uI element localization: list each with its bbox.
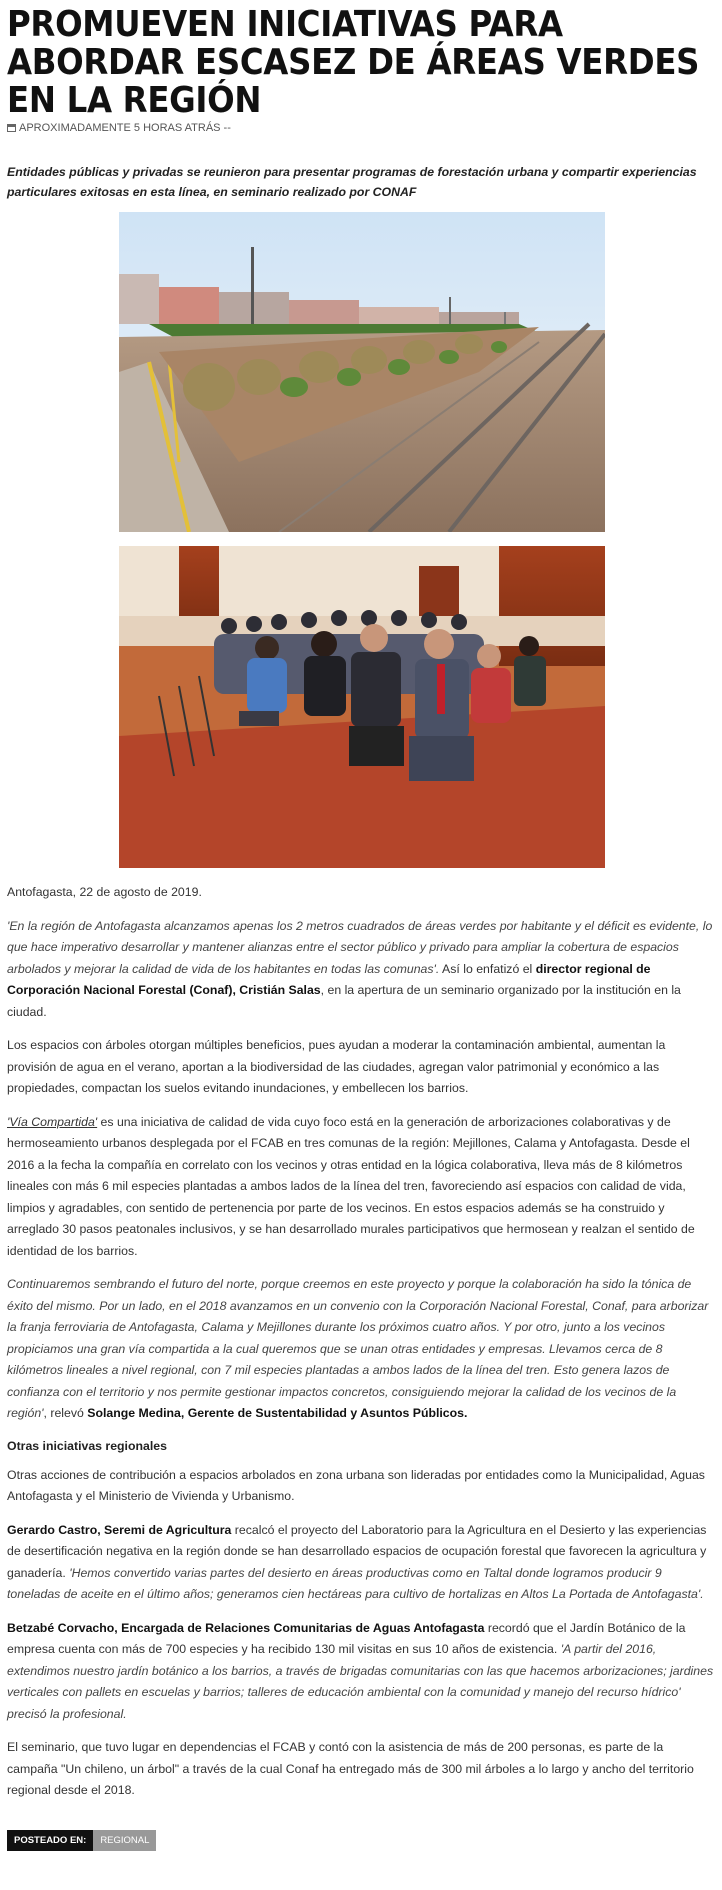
speaker-solange-medina: Solange Medina, Gerente de Sustentabilidad y Asuntos Públicos.: [87, 1406, 468, 1420]
article-time: APROXIMADAMENTE 5 HORAS ATRÁS --: [19, 122, 231, 134]
article-lead: Entidades públicas y privadas se reunieron para presentar programas de forestación urbana y compartir experiencias particulares exitosas en esta línea, en seminario realizado por CONAF: [7, 165, 697, 199]
article-meta: [7, 122, 715, 134]
tag-regional[interactable]: REGIONAL: [93, 1830, 156, 1851]
post-tags: [7, 1830, 715, 1851]
photo-railway-greenery: [119, 212, 605, 532]
article-headline: PROMUEVEN INICIATIVAS PARA ABORDAR ESCASEZ DE ÁREAS VERDES EN LA REGIÓN: [7, 4, 700, 121]
quote-cristian-salas: 'En la región de Antofagasta alcanzamos apenas los 2 metros cuadrados de áreas verdes por habitante y el déficit es evidente, lo que hace imperativo desarrollar y mantener alianzas entre el sector público y privado para ampliar la cobertura de espacios arbolados y mejorar la calidad de vida de los habitantes en todas las comunas'.: [7, 918, 713, 976]
calendar-icon: [7, 124, 16, 132]
speaker-gerardo-castro: Gerardo Castro, Seremi de Agricultura: [7, 1522, 232, 1537]
paragraph-6-text: recalcó el proyecto del Laboratorio para la Agricultura en el Desierto y las experiencias de desertificación negativa en la región donde se han desarrollado espacios de ocupación forestal que favorecen la agricultura y ganadería.: [7, 1522, 707, 1580]
speaker-cristian-salas: director regional de Corporación Nacional Forestal (Conaf), Cristián Salas: [7, 961, 651, 997]
paragraph-3: [7, 1112, 715, 1263]
subheading-otras-iniciativas: Otras iniciativas regionales: [7, 1438, 167, 1453]
speaker-betzabe-corvacho: Betzabé Corvacho, Encargada de Relaciones Comunitarias de Aguas Antofagasta: [7, 1620, 485, 1635]
paragraph-1-text-b: , en la apertura de un seminario organizado por la institución en la ciudad.: [7, 983, 681, 1019]
paragraph-7: [7, 1618, 715, 1726]
paragraph-7-text: recordó que el Jardín Botánico de la empresa cuenta con más de 700 especies y ha recibido 130 mil visitas en sus 10 años de existencia.: [7, 1620, 686, 1656]
via-compartida-link[interactable]: 'Vía Compartida': [7, 1114, 98, 1129]
paragraph-3-text: es una iniciativa de calidad de vida cuyo foco está en la generación de arborizaciones colaborativas y de hermoseamiento urbanos desplegada por el FCAB en tres comunas de la región: Mejillones, Calama y Antofagasta. Desde el 2016 a la fecha la compañía en correlato con los vecinos y otras entidad en la lógica colaborativa, lleva más de 8 kilómetros lineales con más 6 mil especies plantadas a ambos lados de la línea del tren, favoreciendo así espacios con calidad de vida, limpios y agradables, con sentido de pertenencia por parte de los vecinos. En estos espacios además se ha construido y arreglado 30 pasos peatonales inclusivos, y se han desarrollado murales participativos que hermosean y realzan el sentido de identidad de los barrios.: [7, 1114, 695, 1258]
paragraph-5: Otras acciones de contribución a espacios arbolados en zona urbana son lideradas por entidades como la Municipalidad, Aguas Antofagasta y el Ministerio de Vivienda y Urbanismo.: [7, 1467, 705, 1503]
paragraph-1: [7, 916, 715, 1024]
tags-label: POSTEADO EN:: [7, 1830, 93, 1851]
paragraph-8: El seminario, que tuvo lugar en dependencias el FCAB y contó con la asistencia de más de 200 personas, es parte de la campaña "Un chileno, un árbol" a través de la cual Conaf ha entregado más de 300 mil árboles a lo largo y ancho del territorio regional desde el 2018.: [7, 1740, 694, 1797]
paragraph-4-text: , relevó: [43, 1406, 88, 1420]
paragraph-4: [7, 1274, 715, 1425]
paragraph-1-text-a: Así lo enfatizó el: [439, 961, 536, 976]
date-line: Antofagasta, 22 de agosto de 2019.: [7, 885, 202, 899]
quote-solange-medina: Continuaremos sembrando el futuro del norte, porque creemos en este proyecto y porque la colaboración ha sido la tónica de éxito del mismo. Por un lado, en el 2018 avanzamos en un convenio con la Corporación Nacional Forestal, Conaf, para arborizar la franja ferroviaria de Antofagasta, Calama y Mejillones durante los próximos cuatro años. Y por otro, junto a los vecinos propiciamos una gran vía compartida a la cual queremos que se unan otras entidades y empresas. Llevamos cerca de 8 kilómetros lineales a nivel regional, con 7 mil especies plantadas a ambos lados de la línea del tren. Esto genera lazos de confianza con el territorio y nos permite gestionar impactos concretos, consiguiendo mejorar la calidad de los vecinos de la región': [7, 1277, 709, 1420]
quote-betzabe-corvacho: 'A partir del 2016, extendimos nuestro jardín botánico a los barrios, a través de brigadas comunitarias con las que hacemos arborizaciones; jardines verticales con pallets en escuelas y barrios; talleres de educación ambiental con la comunidad y manejo del recurso hídrico' precisó la profesional.: [7, 1642, 714, 1721]
paragraph-2: Los espacios con árboles otorgan múltiples beneficios, pues ayudan a moderar la contaminación ambiental, aumentan la provisión de agua en el verano, aportan a la biodiversidad de las ciudades, agregan valor patrimonial y económico a las propiedades, compactan los suelos evitando inundaciones, y embellecen los barrios.: [7, 1038, 666, 1095]
article: [7, 0, 715, 1851]
photo-seminar-audience: [119, 546, 605, 868]
quote-gerardo-castro: 'Hemos convertido varias partes del desierto en áreas productivas como en Taltal donde logramos producir 9 toneladas de aceite en el último años; generamos cien hectáreas para cultivo de hortalizas en Altos La Portada de Antofagasta'.: [7, 1565, 704, 1601]
paragraph-6: [7, 1520, 715, 1606]
